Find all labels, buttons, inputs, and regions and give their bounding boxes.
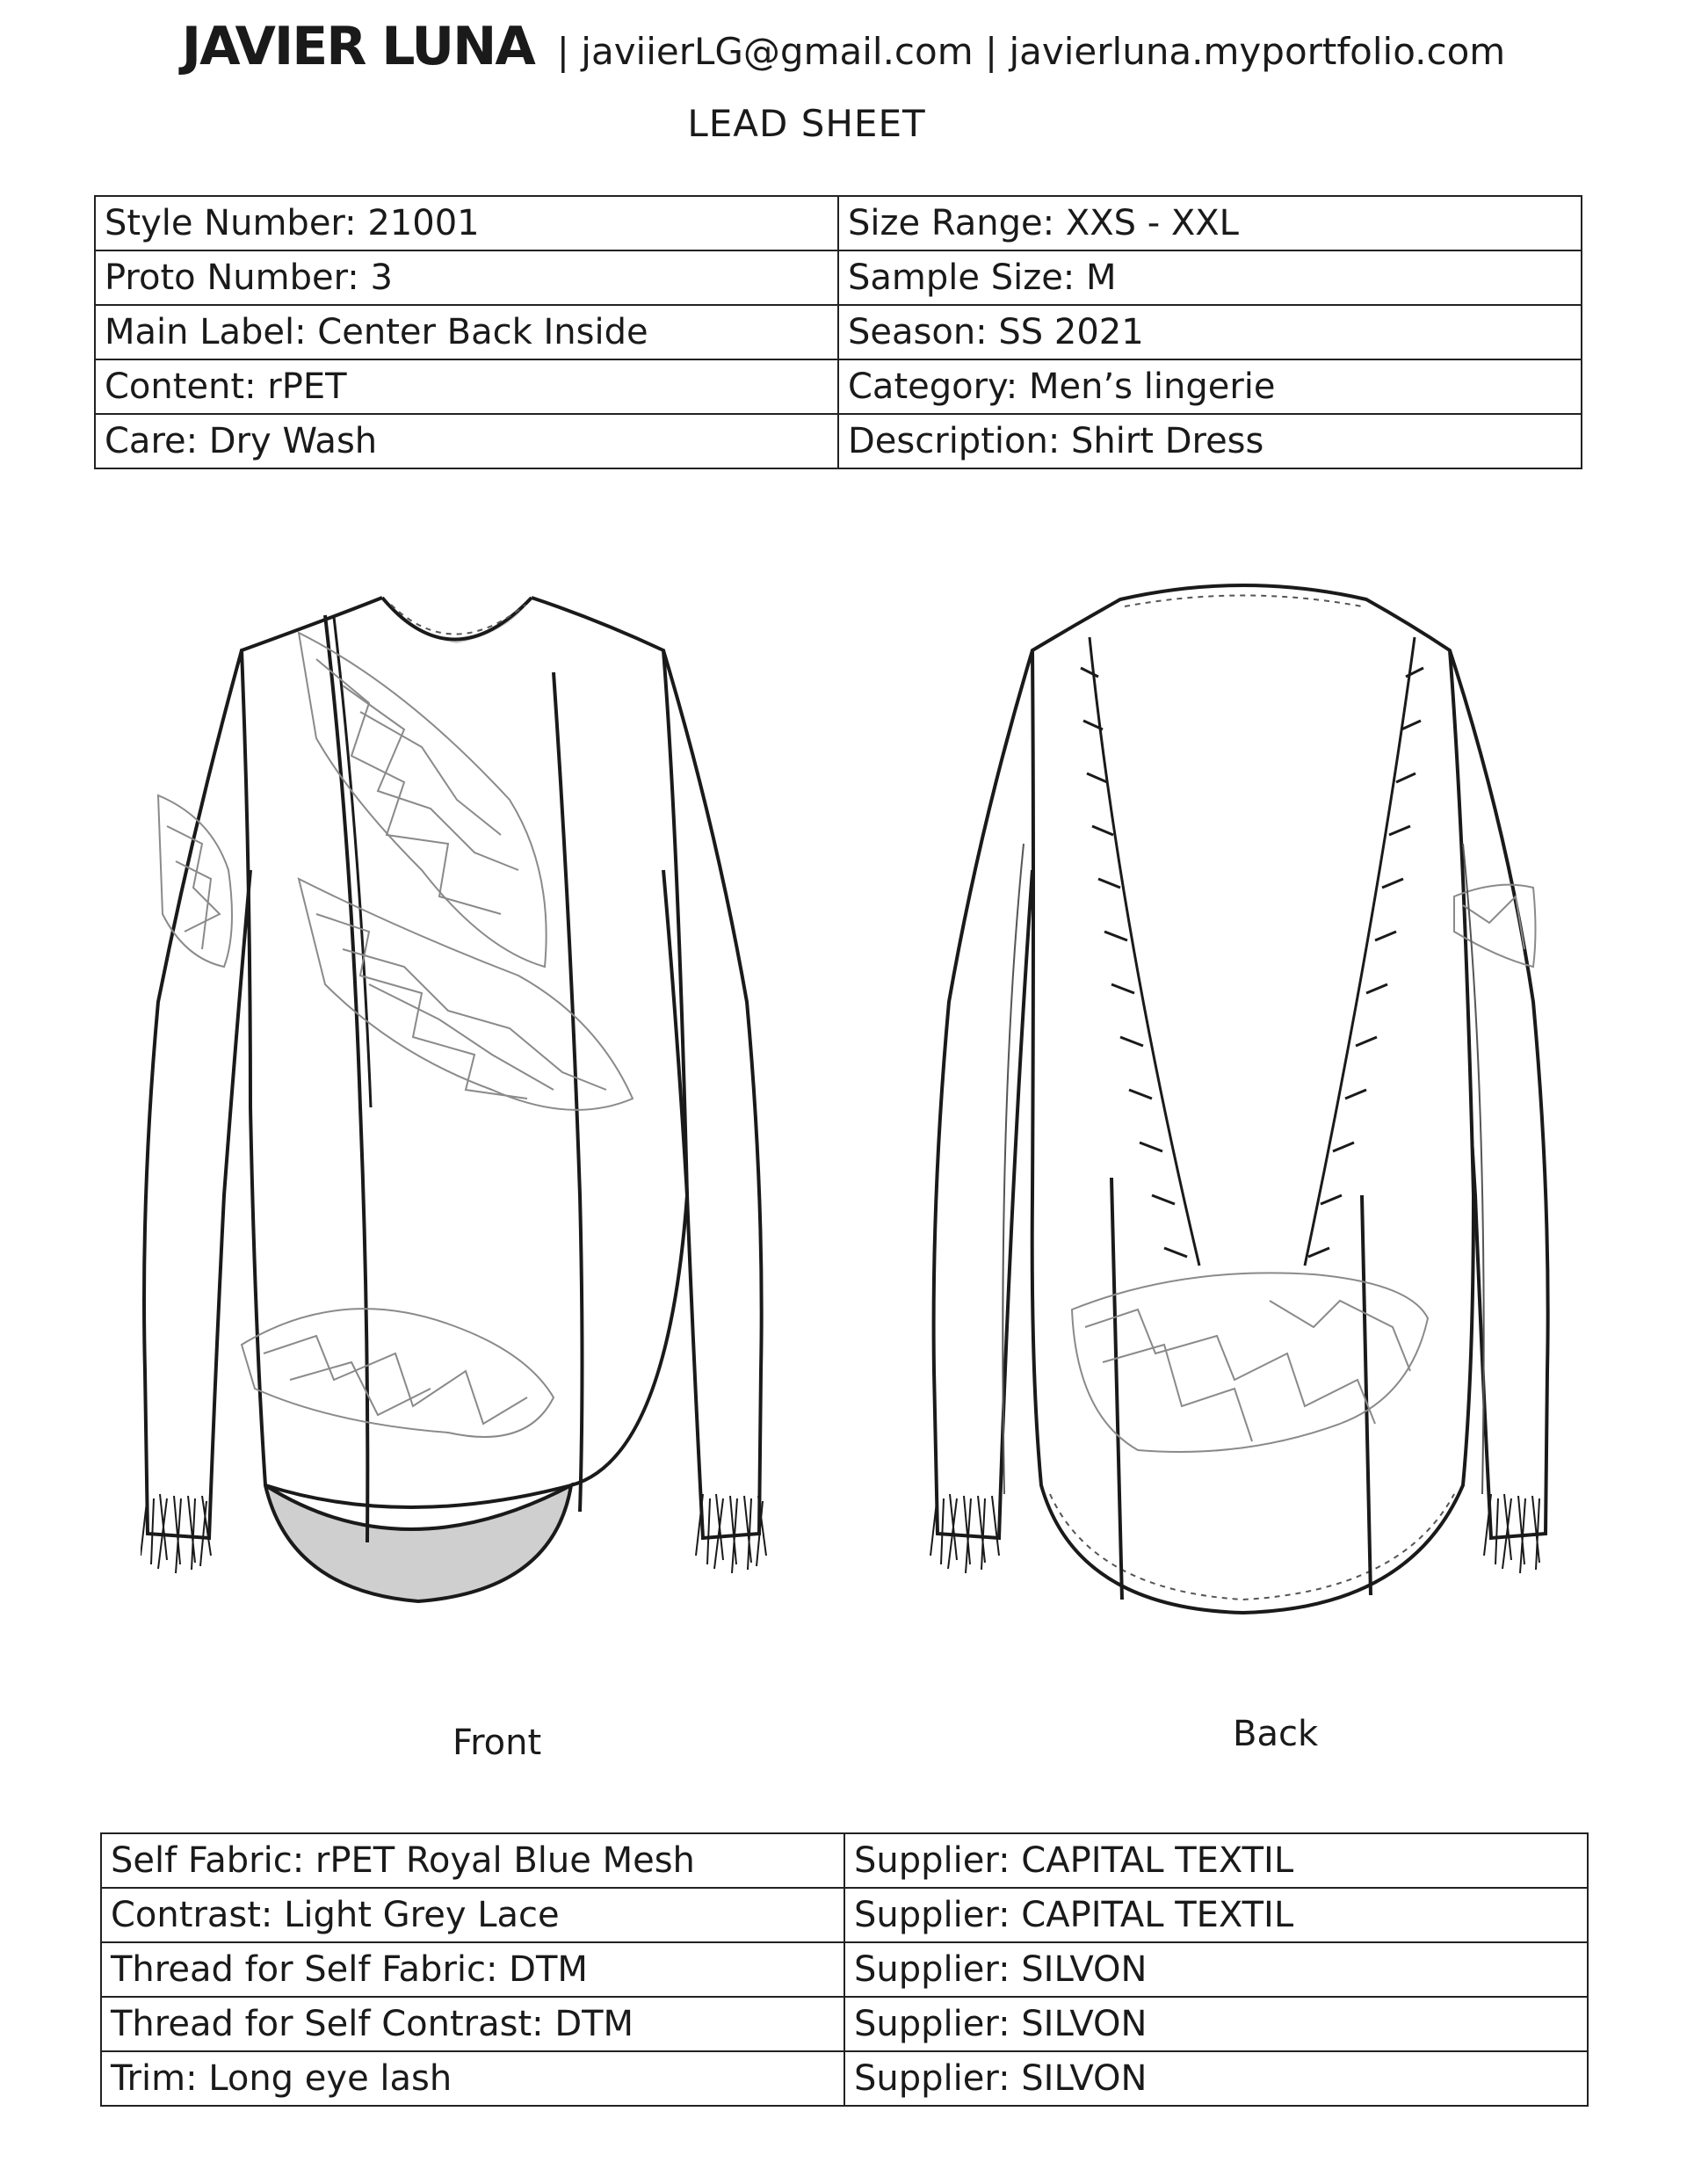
front-panel-seam-right xyxy=(554,672,583,1512)
spec-cell-sample-size: Sample Size: M xyxy=(838,250,1582,305)
back-view-label: Back xyxy=(1233,1714,1319,1754)
back-left-sleeve xyxy=(934,650,1032,1538)
fabric-cell-supplier: Supplier: SILVON xyxy=(844,2051,1588,2106)
spec-cell-care: Care: Dry Wash xyxy=(95,414,838,468)
hem-edge xyxy=(265,1485,571,1507)
table-row xyxy=(95,414,1582,468)
spec-cell-category: Category: Men’s lingerie xyxy=(838,359,1582,414)
table-row xyxy=(95,305,1582,359)
spec-cell-proto-number: Proto Number: 3 xyxy=(95,250,838,305)
table-row xyxy=(101,1888,1588,1942)
fabric-cell-supplier: Supplier: CAPITAL TEXTIL xyxy=(844,1888,1588,1942)
front-seam-topstitch xyxy=(334,617,371,1107)
spec-cell-style-number: Style Number: 21001 xyxy=(95,196,838,250)
spec-cell-season: Season: SS 2021 xyxy=(838,305,1582,359)
table-row xyxy=(95,196,1582,250)
fabric-cell-contrast: Contrast: Light Grey Lace xyxy=(101,1888,844,1942)
table-row xyxy=(101,2051,1588,2106)
table-row xyxy=(101,1833,1588,1888)
fabric-cell-supplier: Supplier: CAPITAL TEXTIL xyxy=(844,1833,1588,1888)
hem-lining xyxy=(265,1485,571,1601)
lace-patch-lower xyxy=(242,1309,554,1437)
lace-patch-upper xyxy=(299,633,547,967)
front-garment-sketch xyxy=(141,580,808,1635)
fabric-cell-supplier: Supplier: SILVON xyxy=(844,1997,1588,2051)
right-sleeve xyxy=(663,650,762,1538)
neckline xyxy=(382,598,532,640)
fabric-table xyxy=(100,1832,1589,2107)
table-row xyxy=(95,359,1582,414)
fabric-cell-thread-contrast: Thread for Self Contrast: DTM xyxy=(101,1997,844,2051)
spec-cell-description: Description: Shirt Dress xyxy=(838,414,1582,468)
spec-table xyxy=(94,195,1582,469)
table-row xyxy=(95,250,1582,305)
document-header xyxy=(0,16,1687,77)
contact-line: | javiierLG@gmail.com | javierluna.myportfolio.com xyxy=(556,30,1506,73)
left-sleeve xyxy=(144,650,250,1538)
back-body-outline xyxy=(1032,585,1473,1613)
fabric-cell-self-fabric: Self Fabric: rPET Royal Blue Mesh xyxy=(101,1833,844,1888)
table-row xyxy=(101,1997,1588,2051)
document-title: LEAD SHEET xyxy=(687,102,926,145)
front-view-label: Front xyxy=(453,1723,542,1763)
back-garment-sketch xyxy=(918,580,1586,1635)
spec-cell-size-range: Size Range: XXS - XXL xyxy=(838,196,1582,250)
spec-cell-main-label: Main Label: Center Back Inside xyxy=(95,305,838,359)
lace-patch-middle xyxy=(299,879,633,1110)
table-row xyxy=(101,1942,1588,1997)
spec-cell-content: Content: rPET xyxy=(95,359,838,414)
fabric-cell-supplier: Supplier: SILVON xyxy=(844,1942,1588,1997)
designer-name: JAVIER LUNA xyxy=(181,16,534,77)
fabric-cell-trim: Trim: Long eye lash xyxy=(101,2051,844,2106)
front-panel-seam-left xyxy=(325,615,367,1542)
front-body-outline xyxy=(242,598,687,1601)
fabric-cell-thread-self: Thread for Self Fabric: DTM xyxy=(101,1942,844,1997)
